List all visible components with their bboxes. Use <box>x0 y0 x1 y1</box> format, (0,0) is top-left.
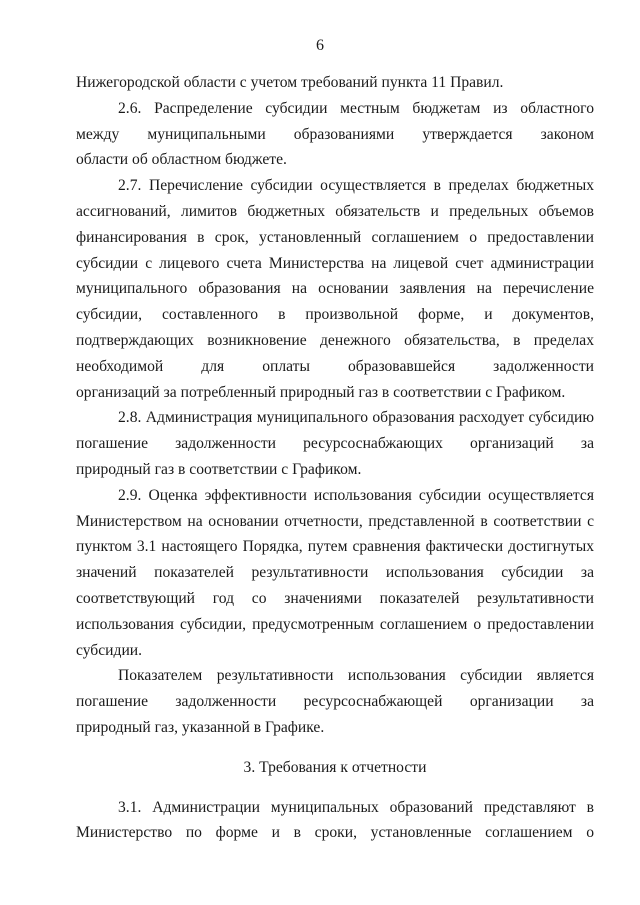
paragraph-3-1 <box>76 795 594 847</box>
text-line: соответствующий год со значениями показателей результативности <box>76 589 594 607</box>
text-line: пунктом 3.1 настоящего Порядка, путем сравнения фактически достигнутых <box>76 538 594 556</box>
text-line: финансирования в срок, установленный соглашением о предоставлении <box>76 228 594 246</box>
paragraph-indicator <box>76 663 594 740</box>
paragraph-2-7 <box>76 173 594 405</box>
text-line: субсидии. <box>76 641 143 659</box>
paragraph-2-9 <box>76 483 594 664</box>
text-line: погашение задолженности ресурсоснабжающих организаций за <box>76 435 594 453</box>
text-line: 2.7. Перечисление субсидии осуществляется в пределах бюджетных <box>118 177 594 195</box>
text-line: между муниципальными образованиями утверждается законом <box>76 125 594 143</box>
text-line: Министерство по форме и в сроки, установленные соглашением о <box>76 824 594 842</box>
text-line: значений показателей результативности использования субсидии за <box>76 564 594 582</box>
text-line: 3.1. Администрации муниципальных образований представляют в <box>118 798 594 816</box>
text-line: подтверждающих возникновение денежного обязательства, в пределах <box>76 331 594 349</box>
paragraph-2-6 <box>76 96 594 173</box>
text-line: Нижегородской области с учетом требований пункта 11 Правил. <box>76 74 504 91</box>
page-number: 6 <box>316 37 324 54</box>
text-line: необходимой для оплаты образовавшейся задолженности <box>76 357 594 375</box>
text-line: субсидии с лицевого счета Министерства на лицевой счет администрации <box>76 254 594 272</box>
text-line: организаций за потребленный природный газ в соответствии с Графиком. <box>76 383 566 401</box>
text-line: природный газ в соответствии с Графиком. <box>76 460 362 478</box>
section-heading: 3. Требования к отчетности <box>243 758 427 776</box>
text-line: использования субсидии, предусмотренным соглашением о предоставлении <box>76 615 594 633</box>
text-line: природный газ, указанной в Графике. <box>76 718 325 736</box>
text-line: 2.6. Распределение субсидии местным бюджетам из областного <box>118 99 594 117</box>
text-line: Показателем результативности использования субсидии является <box>118 667 594 685</box>
text-line: муниципального образования на основании заявления на перечисление <box>76 280 594 298</box>
document-body <box>76 70 594 846</box>
text-line: ассигнований, лимитов бюджетных обязательств и предельных объемов <box>76 202 594 220</box>
text-line: Министерством на основании отчетности, представленной в соответствии с <box>76 512 594 530</box>
text-line: субсидии, составленного в произвольной форме, и документов, <box>76 306 594 324</box>
text-line: области об областном бюджете. <box>76 151 287 169</box>
text-line: погашение задолженности ресурсоснабжающей организации за <box>76 693 594 711</box>
text-line: 2.8. Администрация муниципального образования расходует субсидию <box>118 409 594 427</box>
text-line: 2.9. Оценка эффективности использования субсидии осуществляется <box>118 486 594 504</box>
paragraph-2-8 <box>76 405 594 482</box>
